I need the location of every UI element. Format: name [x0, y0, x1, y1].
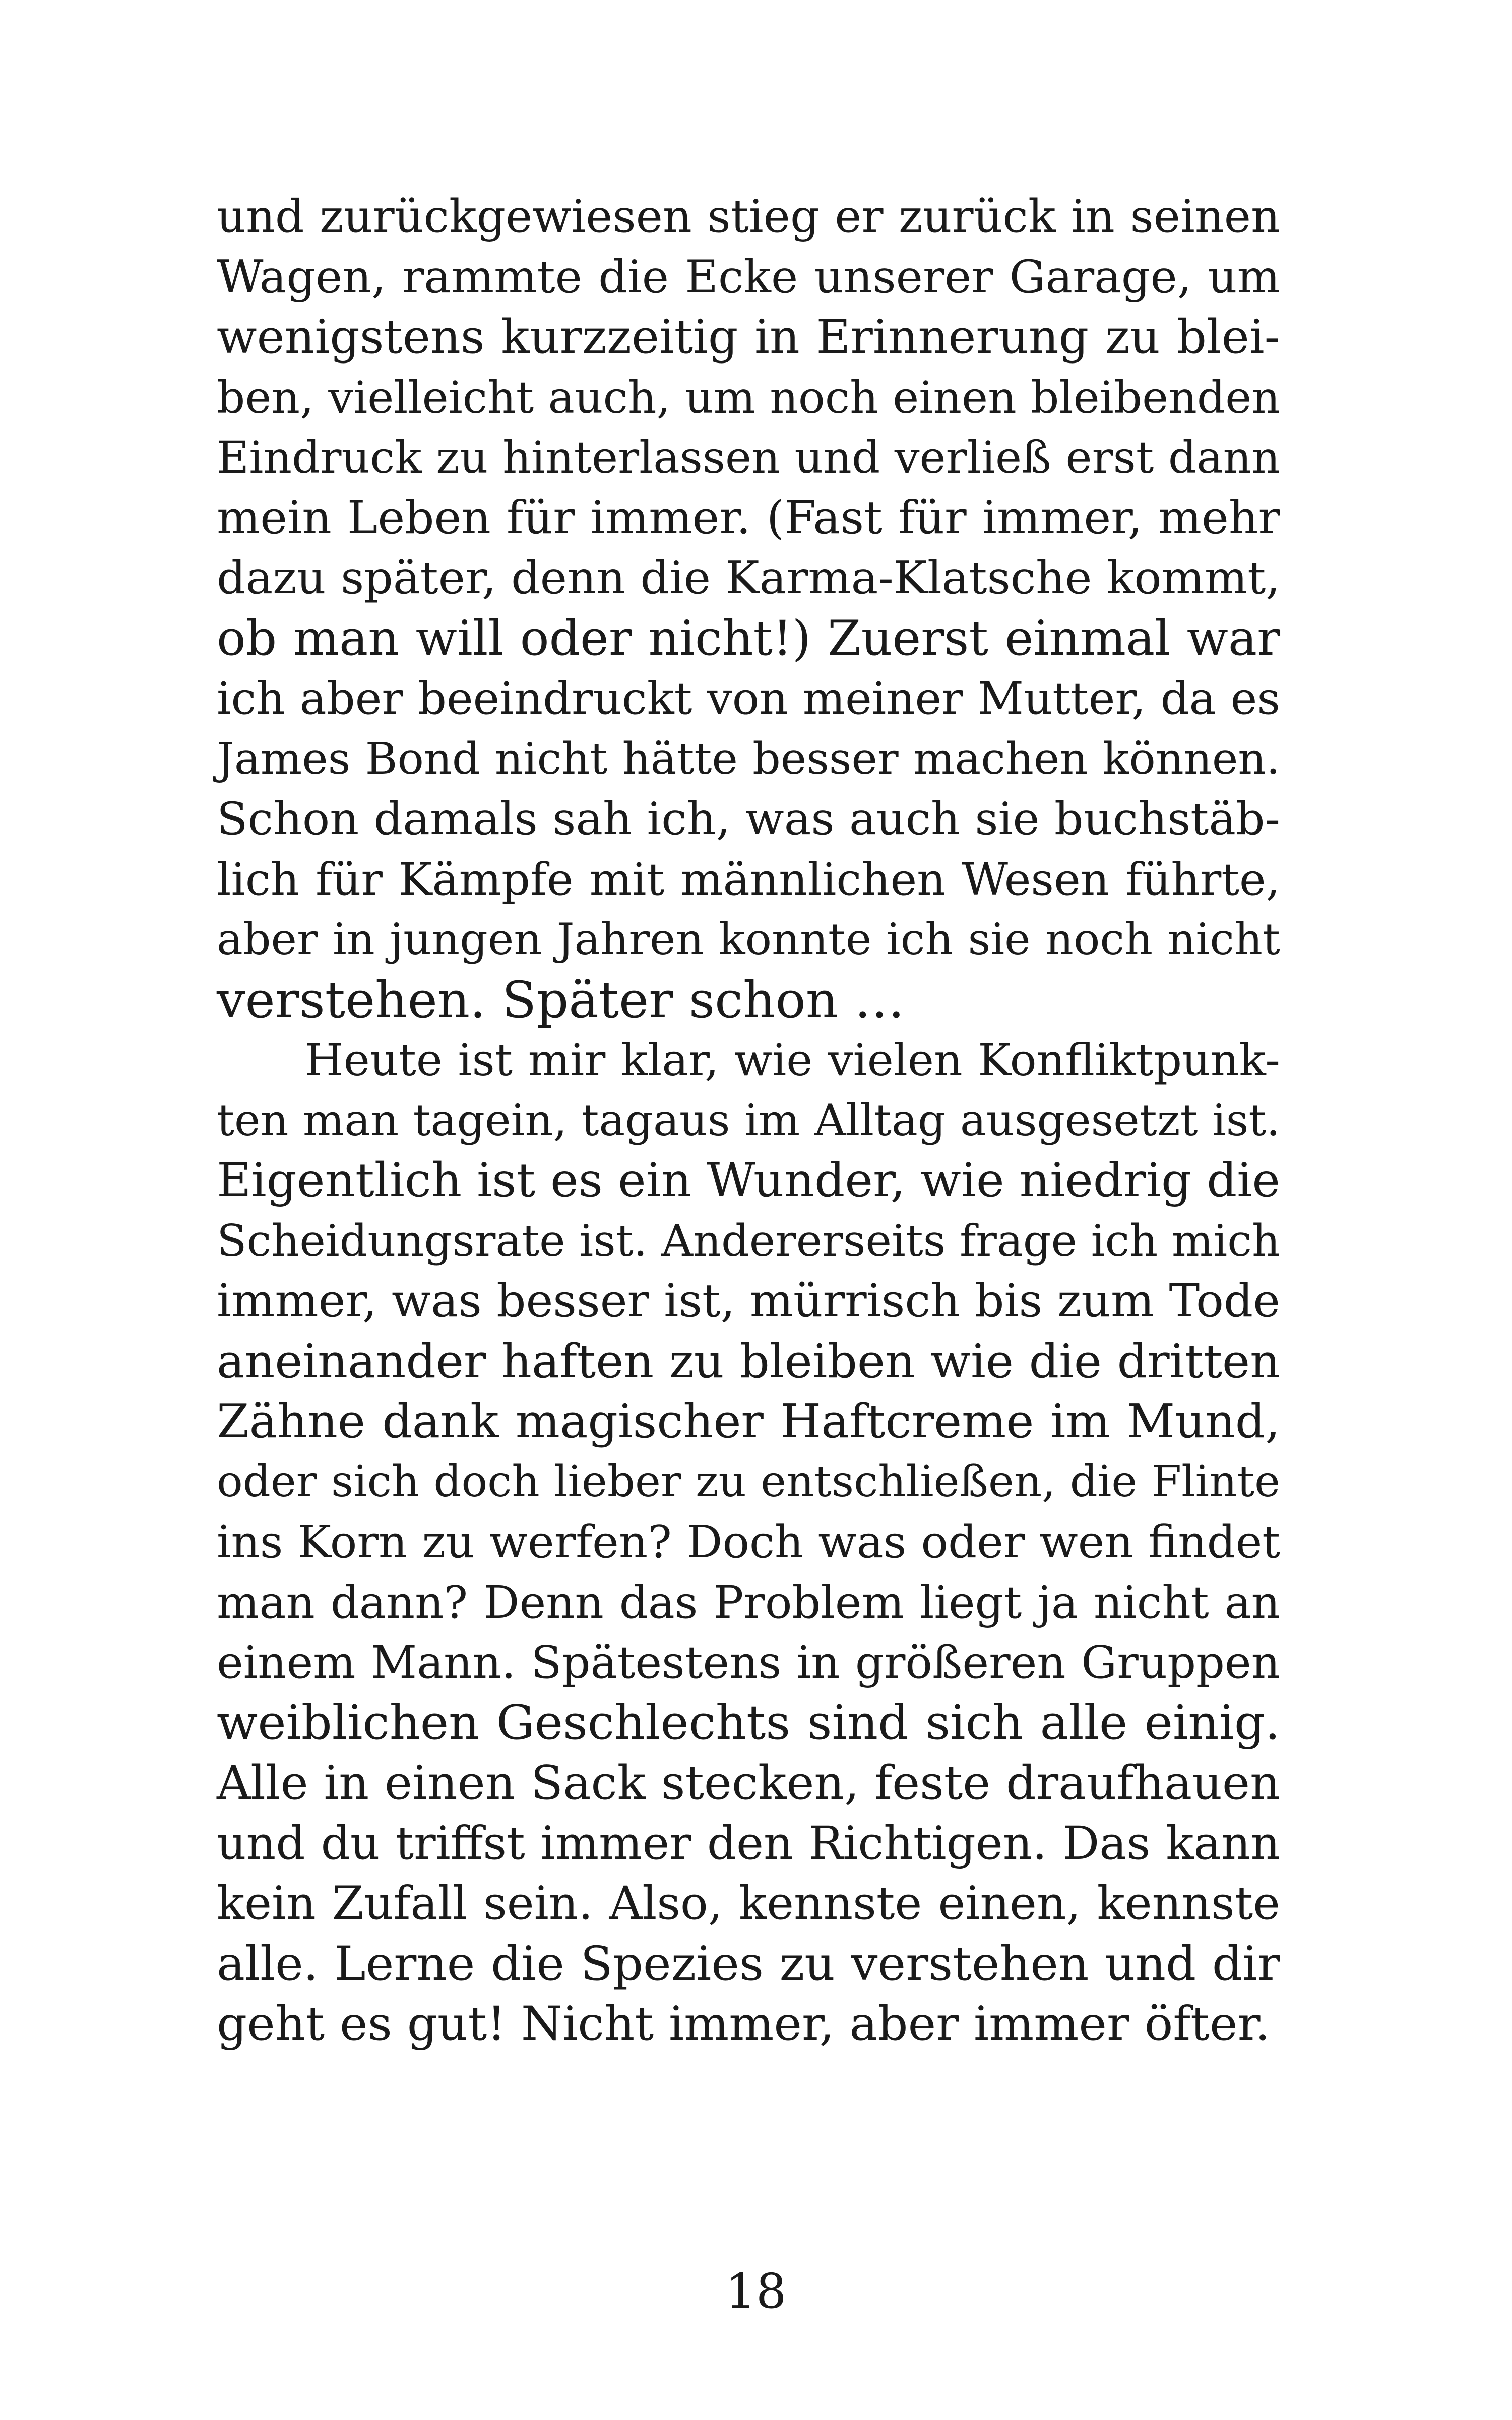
text-line: weiblichen Geschlechts sind sich alle einig. — [217, 1695, 1280, 1750]
text-line: alle. Lerne die Spezies zu verstehen und dir — [217, 1936, 1280, 1991]
text-line: James Bond nicht hätte besser machen können. — [217, 733, 1280, 784]
text-line: mein Leben für immer. (Fast für immer, mehr — [217, 491, 1280, 544]
text-line: Wagen, rammte die Ecke unserer Garage, um — [217, 250, 1280, 304]
body-text — [217, 187, 1280, 2054]
text-line: lich für Kämpfe mit männlichen Wesen führte, — [217, 853, 1280, 905]
text-line: ich aber beeindruckt von meiner Mutter, da es — [217, 672, 1280, 724]
text-line: oder sich doch lieber zu entschließen, die Flinte — [217, 1456, 1280, 1507]
text-line: Scheidungsrate ist. Andererseits frage ich mich — [217, 1215, 1280, 1266]
page-number: 18 — [725, 2264, 787, 2319]
text-line: einem Mann. Spätestens in größeren Gruppen — [217, 1636, 1280, 1688]
text-line: verstehen. Später schon … — [217, 970, 905, 1030]
text-line: Zähne dank magischer Haftcreme im Mund, — [217, 1394, 1280, 1448]
text-line: wenigstens kurzzeitig in Erinnerung zu blei- — [217, 310, 1280, 364]
text-line: dazu später, denn die Karma-Klatsche kommt, — [217, 552, 1280, 604]
text-line: aneinander haften zu bleiben wie die dritten — [217, 1334, 1280, 1388]
text-line: und du triffst immer den Richtigen. Das kann — [217, 1817, 1280, 1870]
text-line: ins Korn zu werfen? Doch was oder wen findet — [217, 1516, 1280, 1568]
text-line: Schon damals sah ich, was auch sie buchstäb- — [217, 793, 1280, 845]
text-line: Heute ist mir klar, wie vielen Konfliktpunk- — [305, 1034, 1280, 1086]
text-line: immer, was besser ist, mürrisch bis zum Tode — [217, 1275, 1280, 1327]
text-line: und zurückgewiesen stieg er zurück in seinen — [217, 190, 1280, 243]
text-line: geht es gut! Nicht immer, aber immer öfter. — [217, 1996, 1271, 2051]
text-line: Eindruck zu hinterlassen und verließ erst dann — [217, 432, 1280, 483]
text-line: Eigentlich ist es ein Wunder, wie niedrig die — [217, 1153, 1280, 1208]
text-line: ten man tagein, tagaus im Alltag ausgesetzt ist. — [217, 1094, 1280, 1146]
text-line: kein Zufall sein. Also, kennste einen, kennste — [217, 1877, 1280, 1930]
text-line: man dann? Denn das Problem liegt ja nicht an — [217, 1576, 1280, 1628]
text-line: ben, vielleicht auch, um noch einen bleibenden — [217, 371, 1280, 424]
text-line: Alle in einen Sack stecken, feste draufhauen — [217, 1756, 1280, 1810]
text-line: aber in jungen Jahren konnte ich sie noch nicht — [217, 914, 1280, 965]
text-line: ob man will oder nicht!) Zuerst einmal war — [217, 610, 1280, 667]
